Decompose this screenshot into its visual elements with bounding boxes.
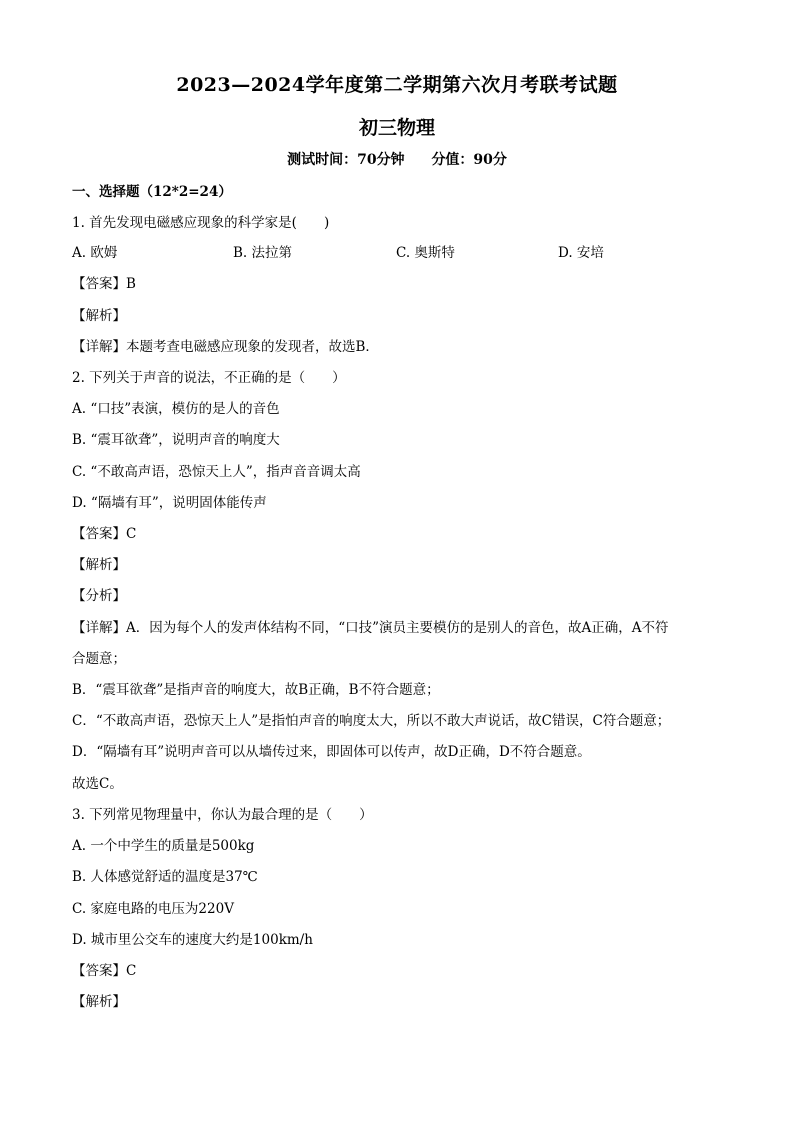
q1-analysis: 【解析】 <box>72 308 126 324</box>
q2-stem: 2. 下列关于声音的说法，不正确的是（ ） <box>72 370 346 386</box>
q1-option-c: C. 奥斯特 <box>396 245 455 261</box>
q3-option-b: B. 人体感觉舒适的温度是37℃ <box>72 869 258 885</box>
exam-time: 测试时间：70分钟 <box>287 152 405 168</box>
section-heading: 一、选择题（12*2=24） <box>72 184 232 200</box>
q2-detail-2: B．“震耳欲聋”是指声音的响度大，故B正确，B不符合题意； <box>72 682 440 698</box>
q1-answer: 【答案】B <box>72 276 136 292</box>
q1-detail: 【详解】本题考查电磁感应现象的发现者，故选B． <box>72 339 379 355</box>
q3-option-a: A. 一个中学生的质量是500kg <box>72 838 255 854</box>
exam-subject: 初三物理 <box>358 117 435 139</box>
q3-option-c: C. 家庭电路的电压为220V <box>72 901 234 917</box>
q2-detail-4: D．“隔墙有耳”说明声音可以从墙传过来，即固体可以传声，故D正确，D不符合题意。 <box>72 744 591 760</box>
q2-answer: 【答案】C <box>72 526 137 542</box>
q2-detail-3: C．“不敢高声语，恐惊天上人”是指怕声音的响度太大，所以不敢大声说话，故C错误，C符合题意； <box>72 713 671 729</box>
q1-stem: 1. 首先发现电磁感应现象的科学家是( ) <box>72 215 330 231</box>
q1-option-b: B. 法拉第 <box>233 245 293 261</box>
q1-option-a: A. 欧姆 <box>72 245 118 261</box>
exam-score: 分值：90分 <box>431 152 507 168</box>
q2-detail-1b: 合题意； <box>72 651 126 667</box>
q2-detail-1: 【详解】A．因为每个人的发声体结构不同，“口技”演员主要模仿的是别人的音色，故A正确，A不符 <box>72 620 669 636</box>
exam-title: 2023—2024学年度第二学期第六次月考联考试题 <box>176 74 618 96</box>
q3-answer: 【答案】C <box>72 963 137 979</box>
q2-fenxi: 【分析】 <box>72 588 126 604</box>
q2-analysis: 【解析】 <box>72 557 126 573</box>
exam-meta <box>0 149 794 169</box>
q2-option-c: C. “不敢高声语，恐惊天上人”，指声音音调太高 <box>72 464 361 480</box>
q3-stem: 3. 下列常见物理量中，你认为最合理的是（ ） <box>72 807 373 823</box>
q2-option-d: D. “隔墙有耳”，说明固体能传声 <box>72 495 267 511</box>
q1-option-d: D. 安培 <box>558 245 604 261</box>
q2-option-b: B. “震耳欲聋”，说明声音的响度大 <box>72 432 280 448</box>
q2-choose: 故选C。 <box>72 776 123 792</box>
q3-option-d: D. 城市里公交车的速度大约是100km/h <box>72 932 313 948</box>
q3-analysis: 【解析】 <box>72 994 126 1010</box>
q2-option-a: A. “口技”表演，模仿的是人的音色 <box>72 401 280 417</box>
